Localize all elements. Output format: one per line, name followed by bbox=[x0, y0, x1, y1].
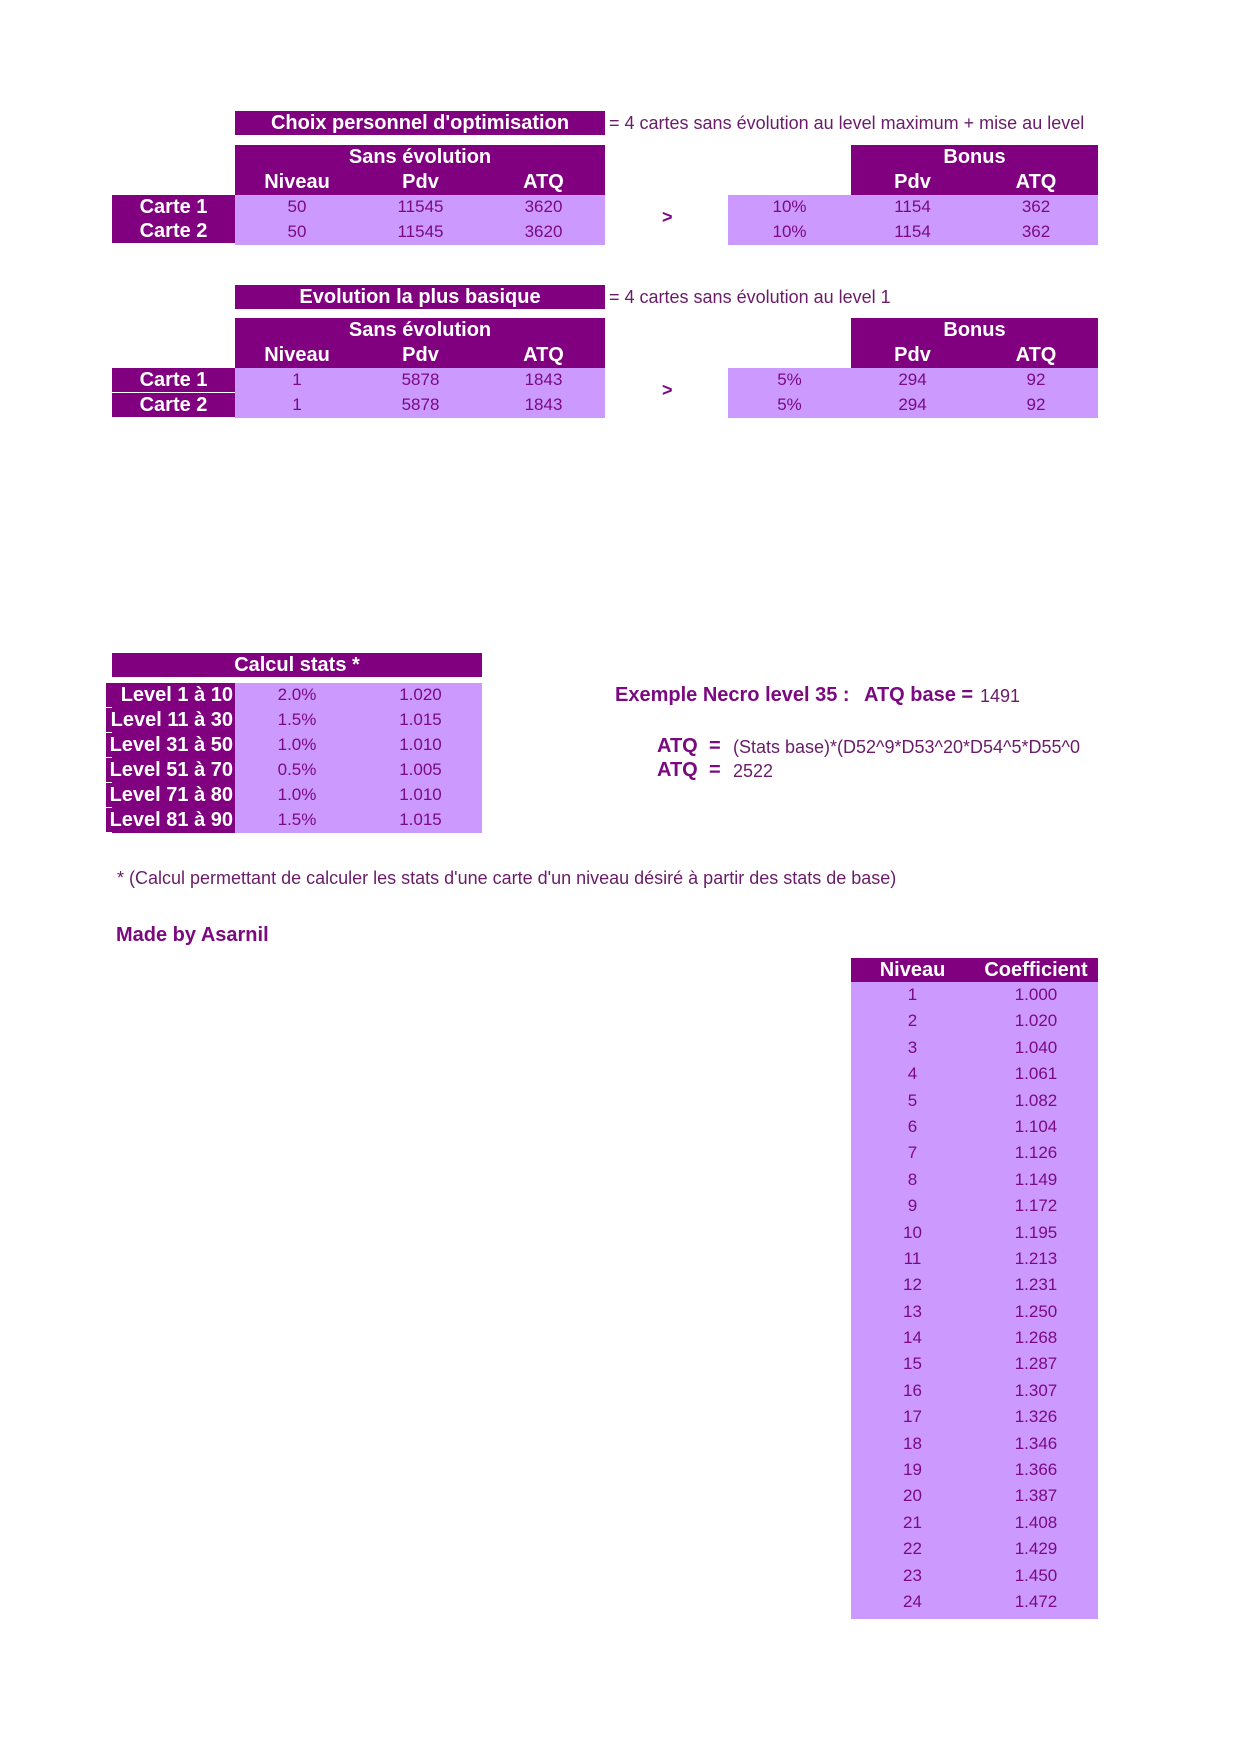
coef-niveau-cell: 21 bbox=[903, 1512, 922, 1532]
coef-table-header bbox=[851, 958, 1098, 982]
coef-niveau-cell: 3 bbox=[907, 1037, 918, 1057]
coef-table-row bbox=[851, 1510, 1098, 1536]
example-eq-1: = bbox=[709, 735, 721, 757]
section2-col-atq: ATQ bbox=[523, 344, 564, 366]
coef-value-cell: 1.366 bbox=[1014, 1460, 1058, 1480]
section2-bonus-row1-pdv: 294 bbox=[898, 370, 927, 389]
calc-row2-label: Level 11 à 30 bbox=[106, 708, 233, 732]
coef-table-row bbox=[851, 1378, 1098, 1404]
section1-arrow: > bbox=[662, 207, 673, 227]
section1-bonus-row2-pdv: 1154 bbox=[894, 222, 931, 241]
coef-value-cell: 1.326 bbox=[1014, 1407, 1058, 1427]
coef-table-row bbox=[851, 1167, 1098, 1193]
section2-col-pdv: Pdv bbox=[402, 344, 439, 366]
coef-value-cell: 1.408 bbox=[1014, 1512, 1058, 1532]
section1-bonus-row2-atq: 362 bbox=[1021, 222, 1051, 241]
coef-value-cell: 1.387 bbox=[1014, 1486, 1058, 1506]
coef-header-niveau: Niveau bbox=[879, 959, 946, 981]
section2-bonus-row1-atq: 92 bbox=[1026, 370, 1046, 389]
section2-bonus-row1-pct: 5% bbox=[777, 370, 802, 389]
section2-col-niveau: Niveau bbox=[264, 344, 330, 366]
coef-niveau-cell: 12 bbox=[903, 1275, 922, 1295]
coef-niveau-cell: 8 bbox=[907, 1169, 918, 1189]
section1-title: Choix personnel d'optimisation bbox=[235, 111, 605, 135]
section1-col-niveau: Niveau bbox=[264, 171, 330, 193]
section1-bonus-row1-pdv: 1154 bbox=[894, 197, 931, 216]
coef-table-row bbox=[851, 1272, 1098, 1298]
footnote: * (Calcul permettant de calculer les stats d'une carte d'un niveau désiré à partir des stats de base) bbox=[117, 868, 897, 888]
coef-table-row bbox=[851, 1404, 1098, 1430]
coef-niveau-cell: 20 bbox=[903, 1486, 922, 1506]
coef-value-cell: 1.307 bbox=[1014, 1380, 1058, 1400]
calc-row3-coef: 1.010 bbox=[399, 735, 442, 754]
section1-bonus-row2-pct: 10% bbox=[772, 222, 807, 241]
calc-row2-coef: 1.015 bbox=[399, 710, 442, 729]
section2-arrow: > bbox=[662, 380, 673, 400]
coef-value-cell: 1.429 bbox=[1014, 1539, 1058, 1559]
coef-niveau-cell: 11 bbox=[903, 1248, 922, 1268]
example-formula: (Stats base)*(D52^9*D53^20*D54^5*D55^0 bbox=[733, 737, 1080, 757]
coef-table-row bbox=[851, 1035, 1098, 1061]
coef-value-cell: 1.020 bbox=[1014, 1011, 1058, 1031]
coef-table-row bbox=[851, 1351, 1098, 1377]
coef-table-row bbox=[851, 982, 1098, 1008]
coef-value-cell: 1.172 bbox=[1014, 1196, 1058, 1216]
coef-table-row bbox=[851, 1483, 1098, 1509]
calc-row4-label: Level 51 à 70 bbox=[106, 758, 233, 782]
section2-group-header: Sans évolution bbox=[348, 319, 492, 341]
section2-row2-pdv: 5878 bbox=[401, 395, 440, 414]
coef-value-cell: 1.040 bbox=[1014, 1037, 1058, 1057]
section2-bonus-col-atq: ATQ bbox=[1015, 344, 1057, 366]
calc-title: Calcul stats * bbox=[112, 653, 482, 677]
coef-niveau-cell: 6 bbox=[907, 1116, 918, 1136]
section2-title: Evolution la plus basique bbox=[235, 285, 605, 309]
coef-table-row bbox=[851, 1140, 1098, 1166]
coef-value-cell: 1.195 bbox=[1014, 1222, 1058, 1242]
coef-niveau-cell: 5 bbox=[907, 1090, 918, 1110]
coef-value-cell: 1.346 bbox=[1014, 1433, 1058, 1453]
coef-value-cell: 1.268 bbox=[1014, 1328, 1058, 1348]
section1-bonus-col-atq: ATQ bbox=[1015, 171, 1057, 193]
section2-row2-niveau: 1 bbox=[292, 395, 302, 414]
coef-value-cell: 1.231 bbox=[1014, 1275, 1058, 1295]
coef-niveau-cell: 9 bbox=[907, 1196, 918, 1216]
calc-row2-pct: 1.5% bbox=[277, 710, 317, 729]
coef-table-row bbox=[851, 1457, 1098, 1483]
calc-row1-pct: 2.0% bbox=[277, 685, 317, 704]
section2-bonus-col-pdv: Pdv bbox=[894, 344, 931, 366]
coef-value-cell: 1.126 bbox=[1014, 1143, 1058, 1163]
calc-row6-label: Level 81 à 90 bbox=[106, 808, 233, 832]
coef-header-coefficient: Coefficient bbox=[984, 959, 1088, 981]
coef-table-row bbox=[851, 1299, 1098, 1325]
calc-row4-pct: 0.5% bbox=[277, 760, 317, 779]
coef-table-body bbox=[851, 982, 1098, 1619]
example-title: Exemple Necro level 35 : bbox=[615, 684, 850, 706]
coef-value-cell: 1.149 bbox=[1014, 1169, 1058, 1189]
calc-row5-label: Level 71 à 80 bbox=[106, 783, 233, 807]
section1-row1-label: Carte 1 bbox=[112, 195, 235, 219]
section1-row2-niveau: 50 bbox=[287, 222, 307, 241]
coef-table-row bbox=[851, 1114, 1098, 1140]
coef-niveau-cell: 14 bbox=[903, 1328, 922, 1348]
calc-row1-label: Level 1 à 10 bbox=[106, 683, 233, 707]
coef-niveau-cell: 4 bbox=[907, 1064, 918, 1084]
section1-row2-pdv: 11545 bbox=[397, 222, 444, 241]
coef-niveau-cell: 16 bbox=[903, 1380, 922, 1400]
section1-bonus-row1-atq: 362 bbox=[1021, 197, 1051, 216]
calc-row5-coef: 1.010 bbox=[399, 785, 442, 804]
coef-table-row bbox=[851, 1589, 1098, 1615]
calc-row3-label: Level 31 à 50 bbox=[106, 733, 233, 757]
section1-note: = 4 cartes sans évolution au level maximum + mise au level bbox=[609, 113, 1085, 133]
section2-bonus-header: Bonus bbox=[943, 319, 1006, 341]
coef-value-cell: 1.472 bbox=[1014, 1591, 1058, 1611]
coef-value-cell: 1.000 bbox=[1014, 985, 1058, 1004]
coef-table bbox=[851, 958, 1098, 1619]
coef-niveau-cell: 10 bbox=[903, 1222, 922, 1242]
coef-table-row bbox=[851, 1193, 1098, 1219]
coef-value-cell: 1.061 bbox=[1014, 1064, 1058, 1084]
coef-niveau-cell: 17 bbox=[903, 1407, 922, 1427]
coef-niveau-cell: 22 bbox=[903, 1539, 922, 1559]
calc-row1-coef: 1.020 bbox=[399, 685, 442, 704]
section2-row1-pdv: 5878 bbox=[401, 370, 440, 389]
example-atq-label-2: ATQ bbox=[657, 759, 698, 781]
section1-bonus-col-pdv: Pdv bbox=[894, 171, 931, 193]
coef-table-row bbox=[851, 1563, 1098, 1589]
section1-row2-atq: 3620 bbox=[524, 222, 563, 241]
section2-bonus-row2-atq: 92 bbox=[1026, 395, 1046, 414]
section2-bonus-row2-pdv: 294 bbox=[898, 395, 927, 414]
coef-niveau-cell: 23 bbox=[903, 1565, 922, 1585]
coef-table-row bbox=[851, 1246, 1098, 1272]
coef-value-cell: 1.250 bbox=[1014, 1301, 1058, 1321]
section1-bonus-header: Bonus bbox=[943, 146, 1006, 168]
example-atq-value: 2522 bbox=[733, 761, 774, 781]
coef-value-cell: 1.213 bbox=[1014, 1248, 1058, 1268]
section1-row1-atq: 3620 bbox=[524, 197, 563, 216]
coef-niveau-cell: 24 bbox=[903, 1591, 922, 1611]
example-atq-base-label: ATQ base = bbox=[864, 684, 974, 706]
coef-niveau-cell: 2 bbox=[907, 1011, 918, 1031]
example-eq-2: = bbox=[709, 759, 721, 781]
coef-value-cell: 1.450 bbox=[1014, 1565, 1058, 1585]
section1-row2-label: Carte 2 bbox=[112, 219, 235, 243]
section2-row1-label: Carte 1 bbox=[112, 368, 235, 392]
section2-row2-label: Carte 2 bbox=[112, 393, 235, 417]
section1-group-header: Sans évolution bbox=[348, 146, 492, 168]
coef-value-cell: 1.287 bbox=[1014, 1354, 1058, 1374]
coef-table-row bbox=[851, 1325, 1098, 1351]
section2-note: = 4 cartes sans évolution au level 1 bbox=[609, 287, 891, 307]
calc-row6-coef: 1.015 bbox=[399, 810, 442, 829]
example-atq-label-1: ATQ bbox=[657, 735, 698, 757]
section1-row1-niveau: 50 bbox=[287, 197, 307, 216]
example-atq-base-value: 1491 bbox=[980, 686, 1021, 706]
coef-niveau-cell: 18 bbox=[903, 1433, 922, 1453]
section1-row1-pdv: 11545 bbox=[397, 197, 444, 216]
calc-row6-pct: 1.5% bbox=[277, 810, 317, 829]
coef-niveau-cell: 7 bbox=[907, 1143, 918, 1163]
coef-niveau-cell: 19 bbox=[903, 1460, 922, 1480]
section2-row1-niveau: 1 bbox=[292, 370, 302, 389]
coef-table-row bbox=[851, 1536, 1098, 1562]
calc-row4-coef: 1.005 bbox=[399, 760, 442, 779]
section1-col-atq: ATQ bbox=[523, 171, 564, 193]
coef-table-row bbox=[851, 1061, 1098, 1087]
section2-row1-atq: 1843 bbox=[524, 370, 563, 389]
calc-row5-pct: 1.0% bbox=[277, 785, 317, 804]
section2-bonus-row2-pct: 5% bbox=[777, 395, 802, 414]
coef-table-row bbox=[851, 1008, 1098, 1034]
section1-bonus-row1-pct: 10% bbox=[772, 197, 807, 216]
coef-value-cell: 1.082 bbox=[1014, 1090, 1058, 1110]
coef-table-row bbox=[851, 1431, 1098, 1457]
coef-table-row bbox=[851, 1220, 1098, 1246]
coef-niveau-cell: 1 bbox=[907, 985, 918, 1004]
calc-row3-pct: 1.0% bbox=[277, 735, 317, 754]
section2-row2-atq: 1843 bbox=[524, 395, 563, 414]
coef-table-row bbox=[851, 1088, 1098, 1114]
coef-niveau-cell: 15 bbox=[903, 1354, 922, 1374]
coef-value-cell: 1.104 bbox=[1014, 1116, 1058, 1136]
coef-niveau-cell: 13 bbox=[903, 1301, 922, 1321]
section1-col-pdv: Pdv bbox=[402, 171, 439, 193]
credit: Made by Asarnil bbox=[116, 924, 269, 946]
